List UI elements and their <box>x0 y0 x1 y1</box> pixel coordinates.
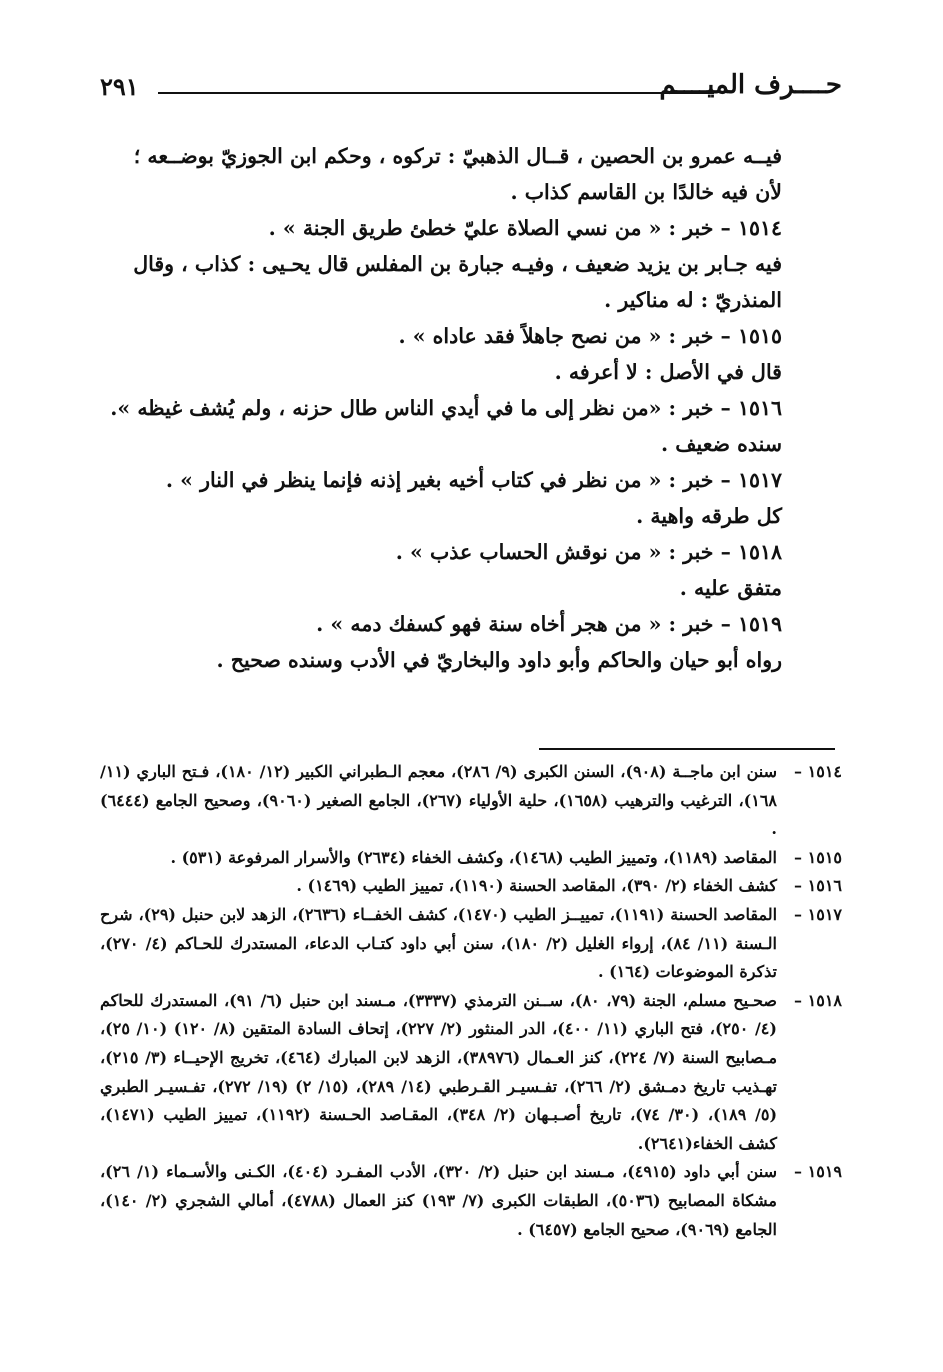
paragraph: فيــه عمرو بن الحصين ، قــال الذهبيّ : تركوه ، وحكم ابن الجوزيّ بوضــعه ؛ لأن فيه خالدًا بن القاسم كذاب . <box>133 144 782 204</box>
footnote-number: ١٥١٧ – <box>794 904 842 924</box>
footnote-text: المقاصد الحسنة (١١٩١)، تمييــز الطيب (١٤٧٠)، كشف الخفــاء (٢٦٣٦)، الزهد لابن حنبل (٢٩)، شرح الـسنة (١١/ ٨٤)، إرواء الغليل (٢/ ١٨٠)، سنن أبي داود كتـاب الدعاء، المستدرك للحـاكم (٤/ ٢٧٠)، تذكرة الموضوعات (١٦٤) . <box>100 904 778 982</box>
hadith-entry-1517: ١٥١٧ – خبر : « من نظر في كتاب أخيه بغير إذنه فإنما ينظر في النار » . <box>165 468 782 492</box>
hadith-entry-1516: ١٥١٦ – خبر : «من نظر إلى ما في أيدي الناس طال حزنه ، ولم يُشف غيظه ». <box>110 396 782 420</box>
page-number: ٢٩١ <box>100 72 139 101</box>
footnote-number: ١٥١٥ – <box>794 847 842 867</box>
footnote-number: ١٥١٨ – <box>794 990 842 1010</box>
paragraph: فيه جـابر بن يزيد ضعيف ، وفيـه جبارة بن المفلس قال يحـيى : كذاب ، وقال المنذريّ : له مناكير . <box>133 252 782 312</box>
hadith-entry-1518: ١٥١٨ – خبر : « من نوقش الحساب عذب » . <box>395 540 782 564</box>
chapter-title: حــــرف الميــــم <box>659 70 842 100</box>
footnote <box>100 872 842 901</box>
footnote-number: ١٥١٤ – <box>794 762 842 781</box>
paragraph: كل طرقه واهية . <box>636 504 782 528</box>
footnote-text: صحـيح مسلم، الجنة (٧٩، ٨٠)، ســنن الترمذي (٣٣٣٧)، مـسند ابن حنبل (٦/ ٩١)، المستدرك للحاكم (٤/ ٢٥٠)، فتح الباري (١١/ ٤٠٠)، الدر المنثور (٢/ ٢٢٧)، إتحاف السادة المتقين (٨/ ١٢٠) (١٠/ ٢٥)، مـصابيح السنة (٧/ ٢٢٤)، كنز العـمال (٣٨٩٧٦)، الزهد لابن المبارك (٤٦٤)، تخريج الإحيــاء (٣/ ٢١٥)، تهـذيب تاريخ دمـشق (٢/ ٢٦٦)، تفـسيـر القـرطبي (١٤/ ٢٨٩)، (١٥/ ٢) (١٩/ ٢٧٢)، تفـسيـر الطبري (٥/ ١٨٩)، (٣٠/ ٧٤)، تاريخ أصـبـهان (٢/ ٣٤٨)، المقـاصد الحـسنة (١١٩٢)، تمييز الطيب (١٤٧١)، كشف الخفاء(٢٦٤١). <box>100 990 778 1153</box>
footnotes <box>100 758 842 1244</box>
footnote-number: ١٥١٦ – <box>794 876 842 896</box>
footnote-number: ١٥١٩ – <box>794 1162 842 1182</box>
hadith-entry-1519: ١٥١٩ – خبر : « من هجر أخاه سنة فهو كسفك دمه » . <box>316 612 782 636</box>
footnote-text: سنن ابن ماجــة (٩٠٨)، السنن الكبرى (٩/ ٢٨٦)، معجم الـطبراني الكبير (١٢/ ١٨٠)، فـتح الباري (١١/ ١٦٨)، الترغيب والترهيب (١٦٥٨)، حلية الأولياء (٢٦٧)، الجامع الصغير (٩٠٦٠)، وصحيح الجامع (٦٤٤٤) . <box>100 762 778 839</box>
footnote-text: سنن أبي داود (٤٩١٥)، مـسند ابن حنبل (٢/ ٣٢٠)، الأدب المفـرد (٤٠٤)، الكـنى والأسـماء (١/ ٢٦)، مشكاة المصابيح (٥٠٣٦)، الطبقات الكبرى (٧/ ١٩٣) كنز العمال (٤٧٨٨)، أمالي الشجري (٢/ ١٤٠)، الجامع (٩٠٦٩)، صحيح الجامع (٦٤٥٧) . <box>100 1162 778 1239</box>
hadith-entry-1515: ١٥١٥ – خبر : « من نصح جاهلاً فقد عاداه » . <box>398 324 782 348</box>
header-rule <box>158 92 714 94</box>
paragraph: متفق عليه . <box>679 576 782 600</box>
main-text <box>100 138 842 678</box>
paragraph: قال في الأصل : لا أعرفه . <box>554 360 782 384</box>
paragraph: رواه أبو حيان والحاكم وأبو داود والبخاريّ في الأدب وسنده صحيح . <box>216 648 782 672</box>
footnote <box>100 844 842 873</box>
footnote-text: كشف الخفاء (٢/ ٣٩٠)، المقاصد الحسنة (١١٩٠)، تمييز الطيب (١٤٦٩) . <box>296 876 777 896</box>
footnote-text: المقاصد (١١٨٩)، وتمييز الطيب (١٤٦٨)، وكشف الخفاء (٢٦٣٤) والأسرار المرفوعة (٥٣١) . <box>170 847 777 867</box>
footnote <box>100 758 842 844</box>
footnote <box>100 1158 842 1244</box>
footnote <box>100 987 842 1159</box>
paragraph: سنده ضعيف . <box>661 432 782 456</box>
footnote <box>100 901 842 987</box>
hadith-entry-1514: ١٥١٤ – خبر : « من نسي الصلاة عليّ خطئ طريق الجنة » . <box>268 216 782 240</box>
page-header <box>100 70 842 110</box>
footnote-separator <box>539 748 835 750</box>
